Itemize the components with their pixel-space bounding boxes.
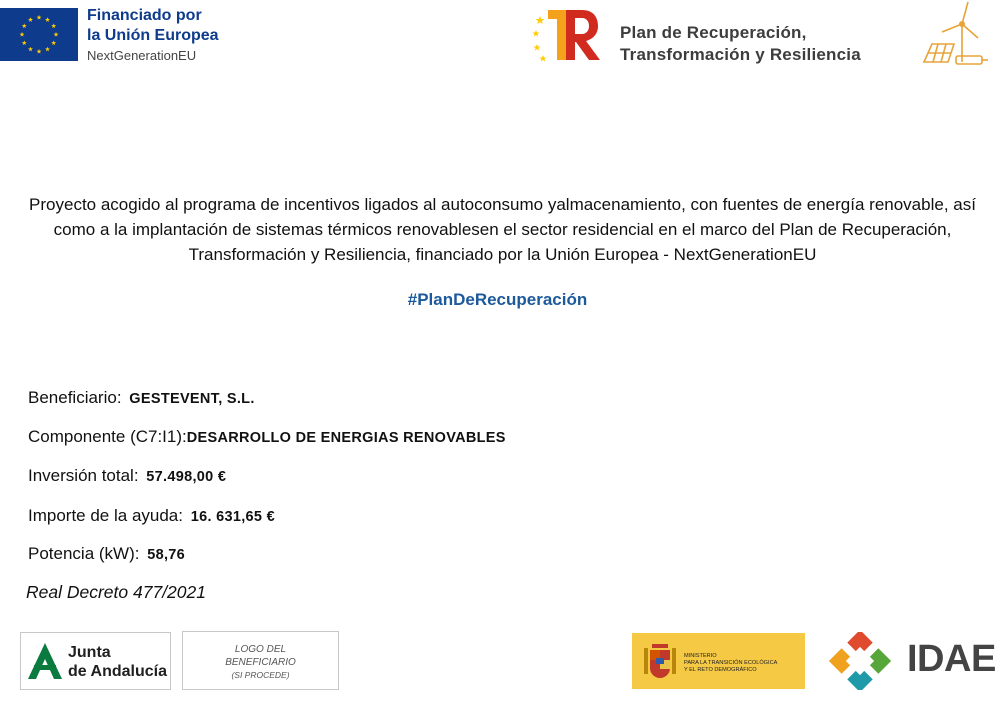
eu-funding-line3: NextGenerationEU bbox=[87, 48, 197, 63]
field-importe bbox=[28, 506, 275, 526]
potencia-value: 58,76 bbox=[147, 547, 186, 563]
eu-funding-text bbox=[87, 6, 219, 65]
benef-line1: LOGO DEL bbox=[234, 644, 287, 655]
wind-solar-icon bbox=[918, 0, 990, 70]
program-description: Proyecto acogido al programa de incentivos ligados al autoconsumo yalmacenamiento, con fuentes de energía renovable, así como a la implantación de sistemas térmicos renovablesen el sector residencial en el marco del Plan de Recuperación, Transformación y Resiliencia, financiado por la Unión Europea - NextGenerationEU bbox=[29, 195, 976, 264]
beneficiary-logo-placeholder bbox=[182, 631, 339, 690]
componente-value: DESARROLLO DE ENERGIAS RENOVABLES bbox=[186, 430, 506, 446]
ministry-logo bbox=[632, 633, 805, 689]
spain-crest-icon bbox=[642, 642, 678, 680]
idae-wordmark: IDAE bbox=[907, 638, 996, 680]
junta-line1: Junta bbox=[68, 644, 111, 661]
benef-line3: (SI PROCEDE) bbox=[231, 670, 290, 680]
prtr-title-line1: Plan de Recuperación, bbox=[620, 23, 807, 42]
beneficiario-label: Beneficiario: bbox=[28, 388, 122, 407]
hashtag: #PlanDeRecuperación bbox=[407, 290, 588, 309]
importe-value: 16. 631,65 € bbox=[190, 509, 275, 525]
idae-mark-icon bbox=[819, 632, 901, 690]
eu-funding-line1: Financiado por bbox=[87, 7, 202, 24]
prtr-logo-icon bbox=[530, 4, 602, 64]
prtr-title bbox=[620, 22, 861, 66]
field-componente bbox=[28, 427, 506, 447]
field-beneficiario bbox=[28, 388, 255, 408]
inversion-value: 57.498,00 € bbox=[146, 469, 227, 485]
decree-reference: Real Decreto 477/2021 bbox=[26, 582, 206, 602]
beneficiario-value: GESTEVENT, S.L. bbox=[129, 391, 255, 407]
ministry-name bbox=[684, 653, 777, 673]
potencia-label: Potencia (kW): bbox=[28, 544, 140, 563]
ministry-line2: PARA LA TRANSICIÓN ECOLÓGICA bbox=[684, 659, 778, 666]
ministry-line3: Y EL RETO DEMOGRÁFICO bbox=[684, 666, 757, 673]
junta-andalucia-logo bbox=[20, 632, 171, 690]
inversion-label: Inversión total: bbox=[28, 466, 139, 485]
field-potencia bbox=[28, 544, 185, 564]
eu-funding-line2: la Unión Europea bbox=[87, 27, 219, 44]
benef-line2: BENEFICIARIO bbox=[225, 657, 296, 668]
componente-label: Componente (C7:I1): bbox=[28, 427, 187, 446]
junta-line2: de Andalucía bbox=[68, 663, 167, 680]
eu-flag-icon bbox=[0, 8, 78, 61]
prtr-title-line2: Transformación y Resiliencia bbox=[620, 45, 861, 64]
junta-andalucia-icon bbox=[26, 641, 64, 681]
field-inversion bbox=[28, 466, 226, 486]
ministry-line1: MINISTERIO bbox=[684, 653, 717, 659]
importe-label: Importe de la ayuda: bbox=[28, 506, 183, 525]
